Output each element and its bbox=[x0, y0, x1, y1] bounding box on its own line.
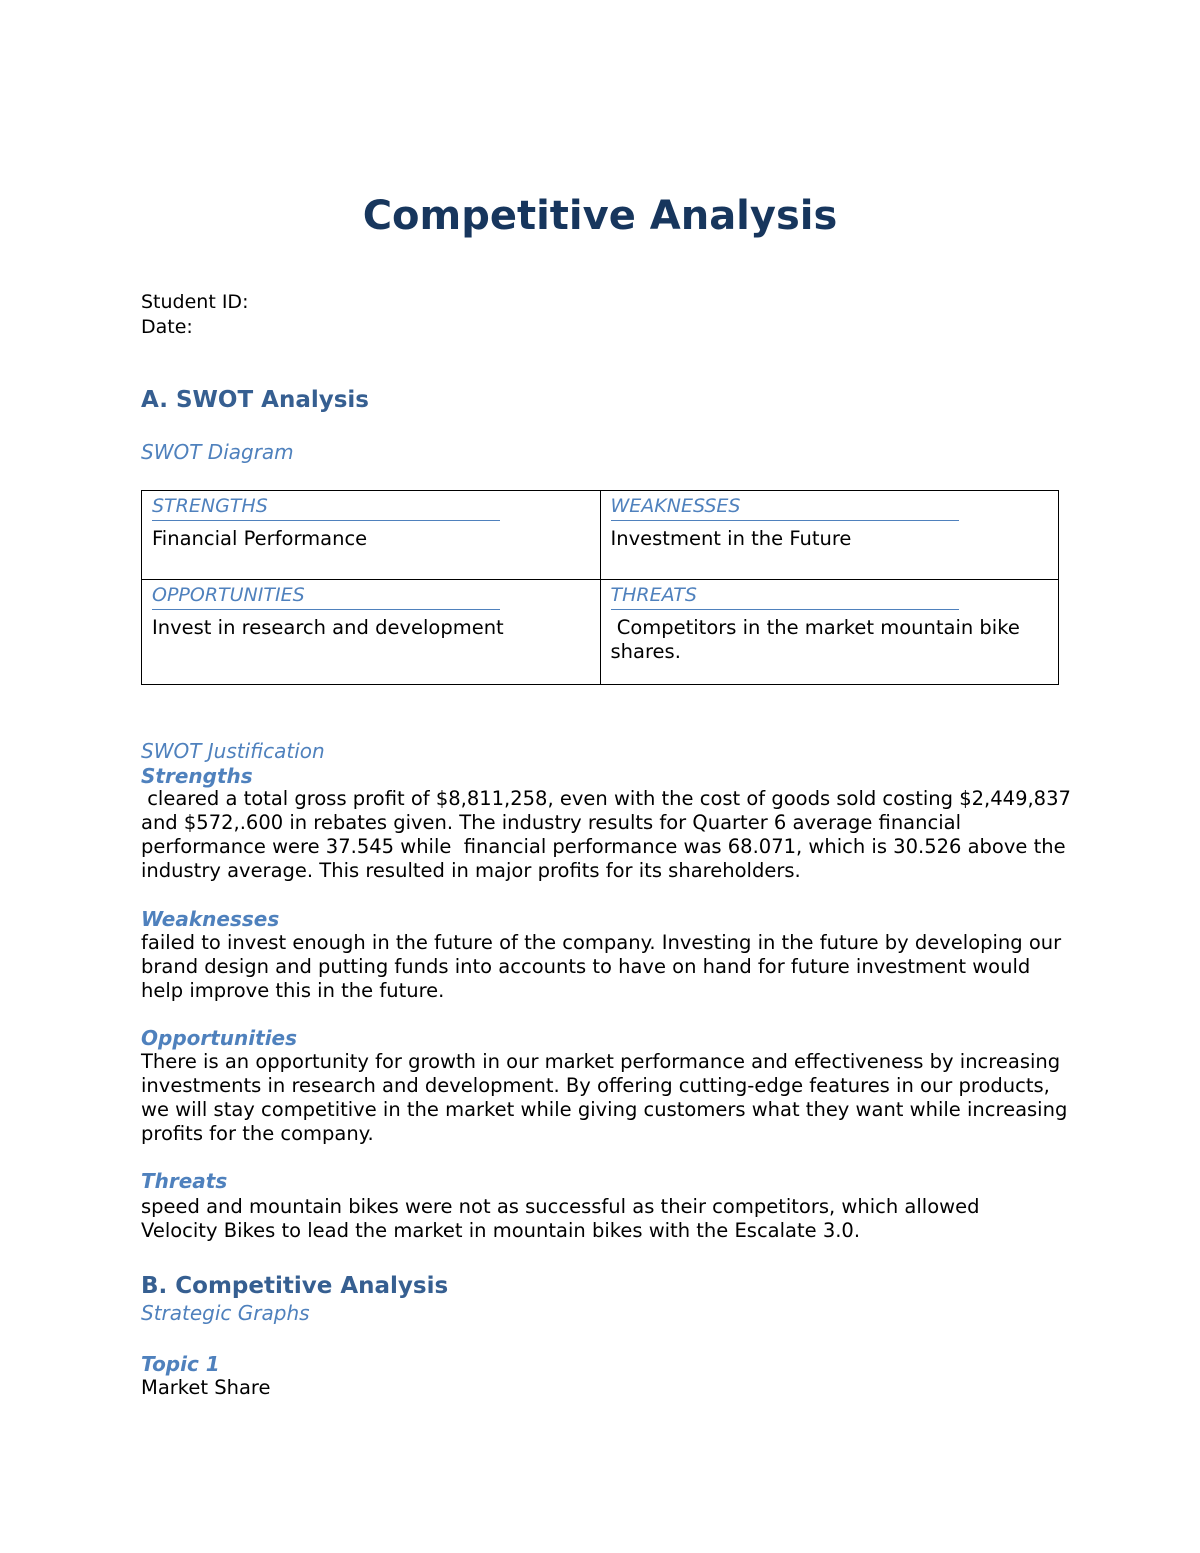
strengths-heading: Strengths bbox=[141, 764, 253, 788]
opportunities-text: There is an opportunity for growth in our market performance and effectiveness by increasing investments in research and development. By offering cutting-edge features in our products, we will stay competitive in the market while giving customers what they want while increasing profits for the company. bbox=[141, 1050, 1068, 1145]
threats-heading: Threats bbox=[141, 1169, 228, 1193]
weaknesses-text: failed to invest enough in the future of the company. Investing in the future by developing our brand design and putting funds into accounts to have on hand for future investment would help improve this in the future. bbox=[141, 931, 1062, 1002]
swot-threats-label: THREATS bbox=[611, 582, 959, 610]
swot-opportunities-text: Invest in research and development bbox=[152, 616, 504, 639]
date-label: Date: bbox=[141, 316, 193, 338]
topic-1-text: Market Share bbox=[141, 1376, 271, 1399]
swot-opportunities-label: OPPORTUNITIES bbox=[152, 582, 500, 610]
swot-weaknesses-cell bbox=[600, 491, 1059, 580]
swot-strengths-cell bbox=[142, 491, 601, 580]
student-id-label: Student ID: bbox=[141, 291, 249, 313]
swot-threats-cell bbox=[600, 580, 1059, 685]
opportunities-heading: Opportunities bbox=[141, 1026, 298, 1050]
swot-strengths-label: STRENGTHS bbox=[152, 493, 500, 521]
swot-opportunities-cell bbox=[142, 580, 601, 685]
student-meta bbox=[141, 290, 248, 340]
weaknesses-heading: Weaknesses bbox=[141, 907, 280, 931]
swot-diagram-label: SWOT Diagram bbox=[141, 440, 294, 464]
swot-threats-text: Competitors in the market mountain bike shares. bbox=[610, 616, 1027, 663]
swot-weaknesses-label: WEAKNESSES bbox=[611, 493, 959, 521]
topic-1-heading: Topic 1 bbox=[141, 1352, 220, 1376]
threats-text: speed and mountain bikes were not as successful as their competitors, which allowed Velocity Bikes to lead the market in mountain bikes with the Escalate 3.0. bbox=[141, 1195, 980, 1242]
document-title: Competitive Analysis bbox=[362, 193, 838, 239]
swot-weaknesses-text: Investment in the Future bbox=[610, 527, 852, 550]
swot-table bbox=[141, 490, 1059, 685]
swot-strengths-text: Financial Performance bbox=[152, 527, 368, 550]
strengths-text: cleared a total gross profit of $8,811,258, even with the cost of goods sold costing $2,449,837 and $572,.600 in rebates given. The industry results for Quarter 6 average financial performance were 37.545 while financial performance was 68.071, which is 30.526 above the industry average. This resulted in major profits for its shareholders. bbox=[141, 787, 1078, 882]
swot-justification-label: SWOT Justification bbox=[141, 739, 325, 763]
strategic-graphs-label: Strategic Graphs bbox=[141, 1301, 310, 1325]
section-a-heading: A. SWOT Analysis bbox=[141, 387, 369, 413]
section-b-heading: B. Competitive Analysis bbox=[141, 1273, 449, 1299]
